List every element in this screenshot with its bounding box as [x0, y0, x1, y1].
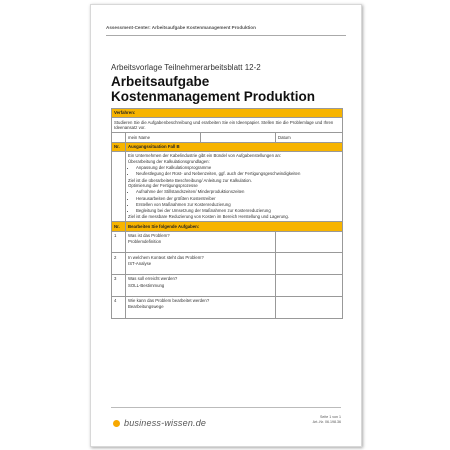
- task-answer: Bearbeitungswege: [128, 304, 164, 310]
- task-answer: IST-Analyse: [128, 260, 152, 266]
- answer-field[interactable]: [276, 275, 343, 297]
- tasks-header-row: [112, 222, 343, 231]
- bullet-list-1: [128, 165, 340, 177]
- document-page: [90, 4, 362, 447]
- task-nr: 4: [112, 296, 126, 318]
- task-cell: [126, 231, 276, 253]
- task-question: Wie kann das Problem bearbeitet werden?: [128, 298, 210, 304]
- logo-dot-icon: [113, 420, 120, 427]
- list-item: • Neufestlegung der Rüst- und Nebenzeiten, ggf. auch der Fertigungsgeschwindigkeiten: [136, 171, 340, 177]
- table-row: [112, 253, 343, 275]
- header-divider: [106, 35, 346, 36]
- brand-logo: [113, 418, 206, 428]
- list-item: • Begleitung bei der Umsetzung der Maßnahmen zur Kostenreduzierung: [136, 208, 340, 214]
- list-item: • Herausarbeiten der größten Kostentreiber: [136, 196, 340, 202]
- situation-header-row: [112, 142, 343, 151]
- situation-heading: Ausgangssituation Fall B: [126, 142, 343, 151]
- name-date-row: [112, 133, 343, 142]
- bullet-list-2: [128, 189, 340, 213]
- document-subtitle: Arbeitsvorlage Teilnehmerarbeitsblatt 12-2: [111, 63, 261, 72]
- verfahren-header-row: [112, 109, 343, 118]
- page-info: [313, 415, 341, 425]
- list-item: • Aufnahme der Stillstandszeiten/ Minderproduktionszeiten: [136, 189, 340, 195]
- answer-field[interactable]: [276, 231, 343, 253]
- task-answer: SOLL-Bestimmung: [128, 282, 165, 288]
- situation-goal-1: Ziel ist die überarbeitete Beschreibung/ Anleitung zur Kalkulation.: [128, 177, 252, 183]
- title-line-2: Kostenmanagement Produktion: [111, 89, 316, 104]
- situation-p2: Optimierung der Fertigungsprozesse: [128, 183, 198, 189]
- title-line-1: Arbeitsaufgabe: [111, 74, 210, 89]
- worksheet-table: [111, 108, 343, 319]
- tasks-heading: Bearbeiten Sie folgende Aufgaben:: [126, 222, 343, 231]
- situation-body: [126, 152, 343, 222]
- task-question: Was soll erreicht werden?: [128, 276, 178, 282]
- answer-field[interactable]: [276, 296, 343, 318]
- date-cell[interactable]: [276, 133, 343, 142]
- page-number: Seite 1 von 1: [320, 415, 341, 419]
- task-question: Was ist das Problem?: [128, 232, 170, 238]
- verfahren-text-row: [112, 118, 343, 133]
- tasks-nr-label: Nr.: [112, 222, 126, 231]
- situation-intro: Ein Unternehmen der Kabelindustrie gibt ein Bündel von Aufgabenstellungen an:: [128, 153, 282, 159]
- task-cell: [126, 253, 276, 275]
- table-row: [112, 275, 343, 297]
- verfahren-heading: Verfahren:: [112, 109, 343, 118]
- document-header: Assessment-Center: Arbeitsaufgabe Kostenmanagement Produktion: [106, 25, 256, 30]
- task-cell: [126, 275, 276, 297]
- table-row: [112, 231, 343, 253]
- name-field[interactable]: [201, 133, 276, 142]
- brand-name: business-wissen.de: [124, 418, 207, 428]
- situation-p1: Überarbeitung der Kalkulationsgrundlagen:: [128, 159, 210, 165]
- situation-body-row: [112, 152, 343, 222]
- answer-field[interactable]: [276, 253, 343, 275]
- article-number: Art.-Nr. 06.198.36: [312, 420, 341, 424]
- verfahren-text: Studieren Sie die Aufgabenbeschreibung und erarbeiten Sie ein Ideenpapier. Stellen Sie die Problemlage und Ihren Ideenansatz vor.: [112, 118, 343, 133]
- task-nr: 2: [112, 253, 126, 275]
- task-cell: [126, 296, 276, 318]
- name-label: mein Name: [126, 133, 201, 142]
- task-answer: Problemdefinition: [128, 239, 162, 245]
- list-item: • Anpassung der Kalkulationsprogramme: [136, 165, 340, 171]
- document-title: [111, 74, 315, 104]
- footer-divider: [111, 407, 341, 408]
- task-nr: 1: [112, 231, 126, 253]
- situation-nr-label: Nr.: [112, 142, 126, 151]
- date-label: Datum: [278, 134, 291, 140]
- task-question: In welchem Kontext steht das Problem?: [128, 254, 204, 260]
- list-item: • Erstellen von Maßnahmen zur Kostenreduzierung: [136, 202, 340, 208]
- situation-goal-2: Ziel ist die messbare Reduzierung von Kosten im Bereich Herstellung und Lagerung.: [128, 214, 289, 220]
- task-nr: 3: [112, 275, 126, 297]
- name-empty-cell: [112, 133, 126, 142]
- table-row: [112, 296, 343, 318]
